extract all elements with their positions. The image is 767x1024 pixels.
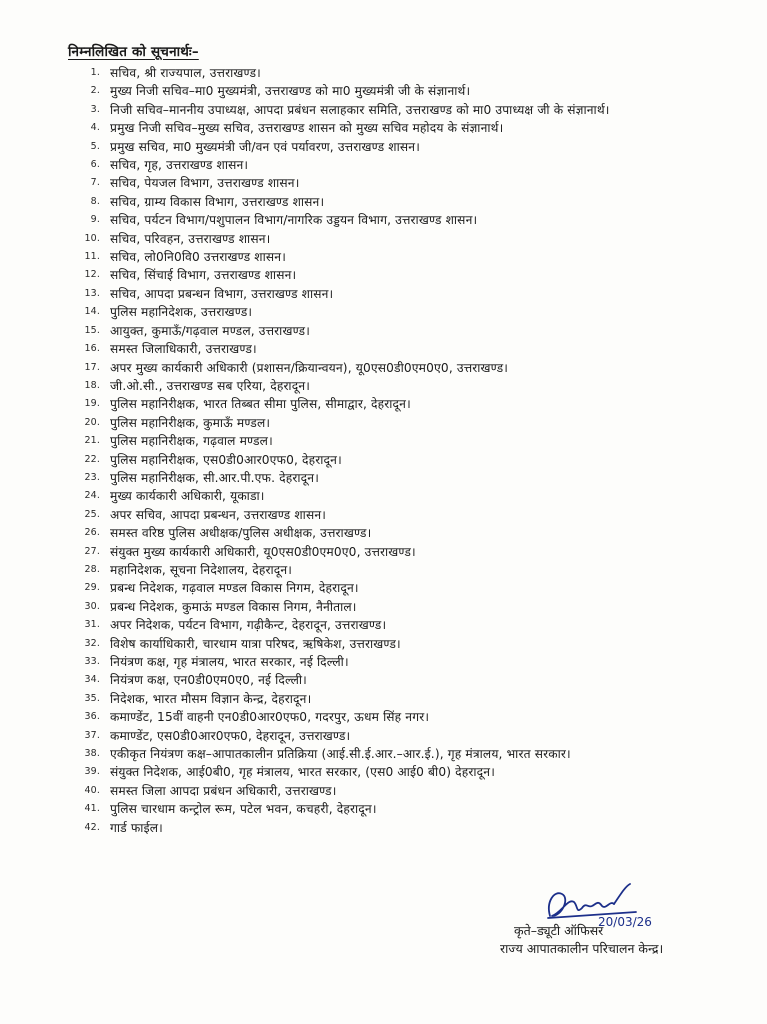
item-number: 31. bbox=[84, 619, 100, 631]
item-text: अपर मुख्य कार्यकारी अधिकारी (प्रशासन/क्रियान्वयन), यू0एस0डी0एम0ए0, उत्तराखण्ड। bbox=[110, 360, 509, 375]
item-text: सचिव, पेयजल विभाग, उत्तराखण्ड शासन। bbox=[110, 176, 300, 191]
list-item bbox=[74, 266, 714, 284]
item-text: सचिव, परिवहन, उत्तराखण्ड शासन। bbox=[110, 231, 271, 246]
item-number: 14. bbox=[84, 306, 100, 318]
list-item bbox=[74, 616, 714, 634]
item-number: 18. bbox=[84, 379, 100, 391]
item-text: कमाण्डेंट, एस0डी0आर0एफ0, देहरादून, उत्तराखण्ड। bbox=[110, 728, 351, 743]
item-number: 20. bbox=[84, 416, 100, 428]
signature-date: 20/03/26 bbox=[598, 915, 652, 929]
item-number: 1. bbox=[90, 67, 100, 78]
item-text: निदेशक, भारत मौसम विज्ञान केन्द्र, देहरादून। bbox=[110, 691, 312, 706]
item-text: सचिव, गृह, उत्तराखण्ड शासन। bbox=[110, 158, 249, 173]
item-text: प्रमुख निजी सचिव–मुख्य सचिव, उत्तराखण्ड शासन को मुख्य सचिव महोदय के संज्ञानार्थ। bbox=[110, 121, 504, 136]
item-number: 5. bbox=[90, 140, 100, 152]
list-item bbox=[74, 543, 714, 561]
item-text: संयुक्त निदेशक, आई0बी0, गृह मंत्रालय, भारत सरकार, (एस0 आई0 बी0) देहरादून। bbox=[110, 765, 495, 780]
item-number: 26. bbox=[84, 527, 100, 539]
item-number: 16. bbox=[84, 343, 100, 355]
item-number: 28. bbox=[84, 563, 100, 575]
list-item bbox=[74, 193, 714, 211]
list-item bbox=[74, 819, 714, 837]
item-number: 7. bbox=[90, 177, 100, 189]
list-item bbox=[74, 230, 714, 248]
item-text: प्रबन्ध निदेशक, कुमाऊं मण्डल विकास निगम, नैनीताल। bbox=[110, 599, 357, 614]
item-number: 9. bbox=[90, 214, 100, 226]
list-item bbox=[74, 64, 714, 82]
item-number: 8. bbox=[90, 195, 100, 207]
item-text: सचिव, आपदा प्रबन्धन विभाग, उत्तराखण्ड शासन। bbox=[110, 286, 334, 301]
signatory-office: राज्य आपातकालीन परिचालन केन्द्र। bbox=[500, 941, 664, 956]
item-number: 33. bbox=[84, 656, 100, 667]
list-item bbox=[74, 285, 714, 303]
list-item bbox=[74, 377, 714, 395]
item-text: सचिव, लो0नि0वि0 उत्तराखण्ड शासन। bbox=[110, 250, 286, 265]
list-item bbox=[74, 211, 714, 229]
item-number: 19. bbox=[84, 398, 100, 410]
list-item bbox=[74, 745, 714, 763]
item-number: 30. bbox=[84, 600, 100, 612]
list-item bbox=[74, 782, 714, 800]
list-item bbox=[74, 690, 714, 708]
item-text: सचिव, पर्यटन विभाग/पशुपालन विभाग/नागरिक उड्डयन विभाग, उत्तराखण्ड शासन। bbox=[110, 213, 478, 228]
list-item bbox=[74, 653, 714, 671]
list-item bbox=[74, 101, 714, 119]
item-text: पुलिस महानिरीक्षक, सी.आर.पी.एफ. देहरादून। bbox=[110, 470, 319, 485]
list-item bbox=[74, 763, 714, 781]
item-text: निजी सचिव–माननीय उपाध्यक्ष, आपदा प्रबंधन सलाहकार समिति, उत्तराखण्ड को मा0 उपाध्यक्ष जी के संज्ञानार्थ। bbox=[110, 102, 610, 117]
item-text: सचिव, सिंचाई विभाग, उत्तराखण्ड शासन। bbox=[110, 268, 297, 283]
signatory-block bbox=[500, 922, 730, 958]
list-item bbox=[74, 359, 714, 377]
item-text: अपर सचिव, आपदा प्रबन्धन, उत्तराखण्ड शासन। bbox=[110, 507, 327, 522]
item-number: 11. bbox=[84, 251, 100, 263]
item-text: पुलिस महानिरीक्षक, एस0डी0आर0एफ0, देहरादून। bbox=[110, 452, 342, 467]
item-text: समस्त जिलाधिकारी, उत्तराखण्ड। bbox=[110, 342, 257, 357]
item-number: 15. bbox=[84, 324, 100, 336]
list-item bbox=[74, 451, 714, 469]
list-item bbox=[74, 635, 714, 653]
list-item bbox=[74, 138, 714, 156]
list-item bbox=[74, 248, 714, 266]
item-text: समस्त वरिष्ठ पुलिस अधीक्षक/पुलिस अधीक्षक, उत्तराखण्ड। bbox=[110, 526, 372, 541]
item-number: 34. bbox=[84, 674, 100, 686]
item-number: 4. bbox=[90, 122, 100, 134]
list-item bbox=[74, 156, 714, 174]
item-number: 41. bbox=[84, 803, 100, 815]
item-text: पुलिस महानिरीक्षक, कुमाऊँ मण्डल। bbox=[110, 415, 271, 430]
item-text: गार्ड फाईल। bbox=[110, 820, 163, 835]
list-item bbox=[74, 727, 714, 745]
item-number: 23. bbox=[84, 471, 100, 483]
item-number: 36. bbox=[84, 711, 100, 723]
item-number: 25. bbox=[84, 508, 100, 520]
item-text: संयुक्त मुख्य कार्यकारी अधिकारी, यू0एस0डी0एम0ए0, उत्तराखण्ड। bbox=[110, 544, 416, 559]
list-item bbox=[74, 561, 714, 579]
item-number: 22. bbox=[84, 453, 100, 465]
item-text: विशेष कार्याधिकारी, चारधाम यात्रा परिषद, ऋषिकेश, उत्तराखण्ड। bbox=[110, 636, 401, 651]
item-number: 38. bbox=[84, 748, 100, 760]
item-text: पुलिस महानिदेशक, उत्तराखण्ड। bbox=[110, 305, 253, 320]
list-item bbox=[74, 174, 714, 192]
item-number: 13. bbox=[84, 287, 100, 299]
item-text: आयुक्त, कुमाऊँ/गढ़वाल मण्डल, उत्तराखण्ड। bbox=[110, 323, 310, 338]
list-item bbox=[74, 579, 714, 597]
item-text: सचिव, ग्राम्य विकास विभाग, उत्तराखण्ड शासन। bbox=[110, 194, 325, 209]
list-item bbox=[74, 506, 714, 524]
item-number: 42. bbox=[84, 821, 100, 833]
item-number: 39. bbox=[84, 766, 100, 778]
item-number: 10. bbox=[84, 232, 100, 244]
list-item bbox=[74, 340, 714, 358]
item-number: 35. bbox=[84, 692, 100, 704]
item-text: एकीकृत नियंत्रण कक्ष–आपातकालीन प्रतिक्रिया (आई.सी.ई.आर.–आर.ई.), गृह मंत्रालय, भारत सरकार। bbox=[110, 747, 571, 762]
distribution-heading: निम्नलिखित को सूचनार्थः– bbox=[68, 44, 199, 60]
item-text: सचिव, श्री राज्यपाल, उत्तराखण्ड। bbox=[110, 66, 261, 80]
item-text: नियंत्रण कक्ष, एन0डी0एम0ए0, नई दिल्ली। bbox=[110, 673, 307, 688]
list-item bbox=[74, 487, 714, 505]
list-item bbox=[74, 524, 714, 542]
item-number: 27. bbox=[84, 545, 100, 557]
item-text: पुलिस महानिरीक्षक, गढ़वाल मण्डल। bbox=[110, 434, 273, 449]
item-number: 17. bbox=[84, 361, 100, 373]
list-item bbox=[74, 395, 714, 413]
item-number: 21. bbox=[84, 435, 100, 447]
signatory-title: कृते–ड्यूटी ऑफिसर bbox=[514, 923, 604, 938]
recipient-list bbox=[74, 64, 714, 837]
item-number: 29. bbox=[84, 582, 100, 594]
list-item bbox=[74, 82, 714, 100]
item-text: प्रमुख सचिव, मा0 मुख्यमंत्री जी/वन एवं पर्यावरण, उत्तराखण्ड शासन। bbox=[110, 139, 420, 154]
item-text: जी.ओ.सी., उत्तराखण्ड सब एरिया, देहरादून। bbox=[110, 378, 311, 393]
list-item bbox=[74, 303, 714, 321]
item-number: 2. bbox=[90, 85, 100, 97]
item-text: पुलिस चारधाम कन्ट्रोल रूम, पटेल भवन, कचहरी, देहरादून। bbox=[110, 802, 377, 817]
list-item bbox=[74, 322, 714, 340]
item-text: प्रबन्ध निदेशक, गढ़वाल मण्डल विकास निगम, देहरादून। bbox=[110, 581, 359, 596]
list-item bbox=[74, 598, 714, 616]
item-text: मुख्य कार्यकारी अधिकारी, यूकाडा। bbox=[110, 489, 265, 504]
list-item bbox=[74, 800, 714, 818]
item-number: 37. bbox=[84, 729, 100, 741]
item-text: महानिदेशक, सूचना निदेशालय, देहरादून। bbox=[110, 562, 293, 577]
item-number: 6. bbox=[90, 159, 100, 171]
list-item bbox=[74, 469, 714, 487]
list-item bbox=[74, 432, 714, 450]
list-item bbox=[74, 119, 714, 137]
item-text: मुख्य निजी सचिव–मा0 मुख्यमंत्री, उत्तराखण्ड को मा0 मुख्यमंत्री जी के संज्ञानार्थ। bbox=[110, 84, 471, 99]
list-item bbox=[74, 414, 714, 432]
item-text: पुलिस महानिरीक्षक, भारत तिब्बत सीमा पुलिस, सीमाद्वार, देहरादून। bbox=[110, 397, 411, 412]
item-text: अपर निदेशक, पर्यटन विभाग, गढ़ीकैन्ट, देहरादून, उत्तराखण्ड। bbox=[110, 618, 387, 633]
item-number: 32. bbox=[84, 637, 100, 649]
item-number: 3. bbox=[90, 103, 100, 115]
item-number: 12. bbox=[84, 269, 100, 281]
item-text: नियंत्रण कक्ष, गृह मंत्रालय, भारत सरकार, नई दिल्ली। bbox=[110, 655, 349, 669]
item-text: कमाण्डेंट, 15वीं वाहनी एन0डी0आर0एफ0, गदरपुर, ऊधम सिंह नगर। bbox=[110, 710, 430, 725]
list-item bbox=[74, 671, 714, 689]
item-number: 24. bbox=[84, 490, 100, 502]
item-text: समस्त जिला आपदा प्रबंधन अधिकारी, उत्तराखण्ड। bbox=[110, 783, 337, 798]
item-number: 40. bbox=[84, 784, 100, 796]
list-item bbox=[74, 708, 714, 726]
